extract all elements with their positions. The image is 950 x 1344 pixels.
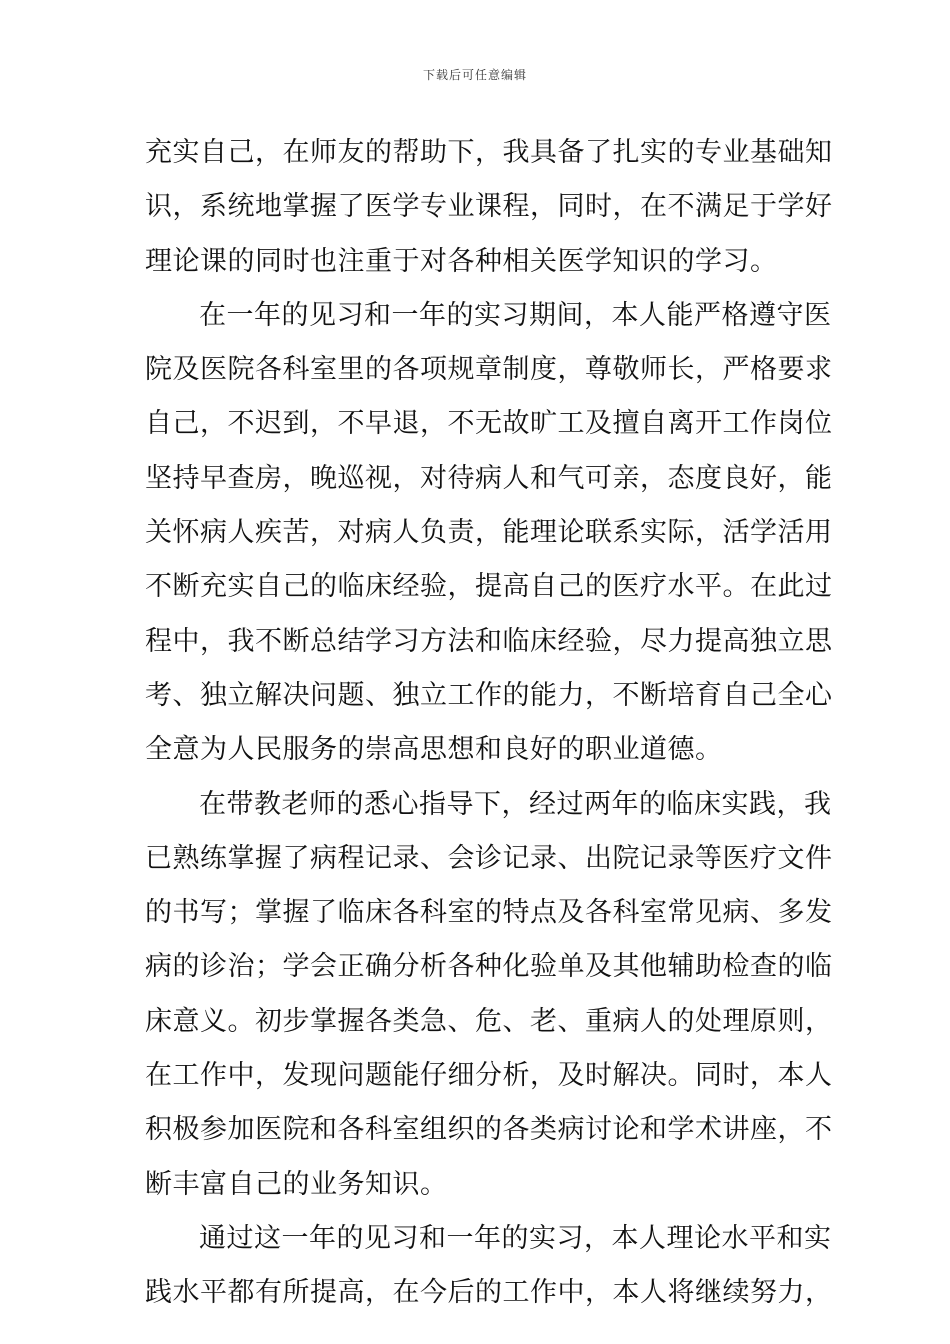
text-line: 理论课的同时也注重于对各种相关医学知识的学习。 [145,245,778,277]
text-line: 考、独立解决问题、独立工作的能力，不断培育自己全心 [145,679,833,711]
text-line: 践水平都有所提高，在今后的工作中，本人将继续努力， [145,1277,833,1309]
text-line: 积极参加医院和各科室组织的各类病讨论和学术讲座，不 [145,1114,833,1146]
text-line: 的书写；掌握了临床各科室的特点及各科室常见病、多发 [145,897,833,929]
text-line: 断丰富自己的业务知识。 [145,1168,448,1200]
text-line: 自己，不迟到，不早退，不无故旷工及擅自离开工作岗位 [145,408,833,440]
text-line: 病的诊治；学会正确分析各种化验单及其他辅助检查的临 [145,951,833,983]
text-line: 在工作中，发现问题能仔细分析，及时解决。同时，本人 [145,1060,833,1092]
text-line: 全意为人民服务的崇高思想和良好的职业道德。 [145,734,723,766]
text-line: 充实自己，在师友的帮助下，我具备了扎实的专业基础知 [145,137,833,168]
text-line: 坚持早查房，晚巡视，对待病人和气可亲，态度良好，能 [145,462,833,494]
paragraph-start-line: 在带教老师的悉心指导下，经过两年的临床实践，我 [199,788,832,820]
paragraph-start-line: 通过这一年的见习和一年的实习，本人理论水平和实 [199,1222,832,1254]
text-line: 院及医院各科室里的各项规章制度，尊敬师长，严格要求 [145,354,833,386]
header-note: 下载后可任意编辑 [422,68,527,82]
text-line: 程中，我不断总结学习方法和临床经验，尽力提高独立思 [145,625,833,657]
paragraph-start-line: 在一年的见习和一年的实习期间，本人能严格遵守医 [199,299,832,331]
text-line: 床意义。初步掌握各类急、危、老、重病人的处理原则， [145,1005,833,1037]
text-line: 不断充实自己的临床经验，提高自己的医疗水平。在此过 [145,571,833,603]
text-line: 已熟练掌握了病程记录、会诊记录、出院记录等医疗文件 [145,842,833,874]
text-line: 识，系统地掌握了医学专业课程，同时，在不满足于学好 [145,191,833,223]
body-text [145,126,833,1321]
text-line: 关怀病人疾苦，对病人负责，能理论联系实际，活学活用 [145,517,833,549]
